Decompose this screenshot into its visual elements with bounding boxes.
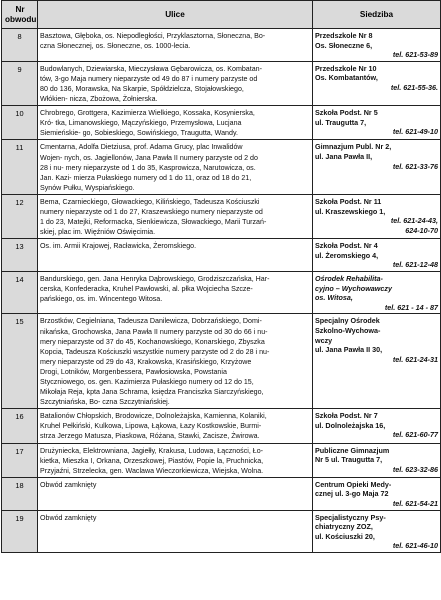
table-row — [2, 194, 441, 238]
streets-line: Budowlanych, Dziewiarska, Mieczysława Gębarowicza, os. Kombatan- — [40, 64, 262, 73]
streets-line: mery nieparzyste od 37 do 45, Kochanowskiego, Konarskiego, Zbyszka — [40, 337, 265, 346]
seat-line: Gimnazjum Publ. Nr 2, — [315, 142, 392, 152]
seat-line: cznej ul. 3-go Maja 72 — [315, 489, 389, 499]
seat-line: ul. Kościuszki 20, — [315, 531, 375, 541]
streets-line: Przyjaźni, Strzelecka, gen. Waclawa Wieczorkiewicza, Wiejska, Wolna. — [40, 466, 264, 475]
streets-cell — [38, 477, 313, 510]
streets-line: Jan. Kazi- mierza Pułaskiego numery od 1 do 11, oraz od 18 do 21, — [40, 173, 252, 182]
district-number: 11 — [2, 140, 38, 194]
phone-number: tel. 621-24-31 — [392, 354, 438, 364]
streets-cell — [38, 314, 313, 409]
phone-number: tel. 621-53-89 — [392, 50, 438, 60]
seat-line: ul. Kraszewskiego 1, — [315, 206, 386, 216]
district-number: 17 — [2, 443, 38, 477]
seat-cell — [313, 29, 441, 62]
streets-line: Brzostków, Cegielniana, Tadeusza Danilewicza, Dobrzańskiego, Domi- — [40, 317, 262, 326]
seat-line: Przedszkole Nr 10 — [315, 63, 377, 73]
seat-line: Ośrodek Rehabilita- — [315, 274, 383, 284]
streets-line: Kopcia, Tadeusza Kościuszki wszystkie numery parzyste od 2 do 28 i nu- — [40, 347, 270, 356]
streets-line: Drogi, Lotników, Morgenbessera, Pawłosiowska, Powstania — [40, 367, 227, 376]
phone-number: tel. 621-24-43, — [390, 216, 438, 226]
district-number: 12 — [2, 194, 38, 238]
streets-line: Obwód zamknięty — [40, 513, 97, 522]
streets-line: Drużyniecka, Elektrowniana, Jagiełły, Krakusa, Ludowa, Łączności, Ło- — [40, 446, 264, 455]
seat-line: Nr 5 ul. Traugutta 7, — [315, 455, 383, 465]
streets-cell — [38, 409, 313, 443]
header-ulice: Ulice — [38, 1, 313, 29]
table-row — [2, 61, 441, 105]
seat-line: ul. Traugutta 7, — [315, 117, 367, 127]
streets-line: Synów Pułku, Wyspiańskiego. — [40, 183, 135, 192]
seat-cell — [313, 239, 441, 272]
streets-line: mery nieparzyste od 29 do 43, Krakowska, Krasińskiego, Krzyżowe — [40, 357, 252, 366]
table-row — [2, 477, 441, 510]
streets-line: Kró- tka, Limanowskiego, Mączyńskiego, Przemysłowa, Lucjana — [40, 119, 242, 128]
district-number: 10 — [2, 106, 38, 140]
streets-cell — [38, 140, 313, 194]
seat-line: Os. Słoneczne 6, — [315, 40, 373, 50]
phone-number: tel. 621-12-48 — [392, 260, 438, 270]
streets-line: kietka, Mieszka I, Orkana, Orzeszkowej, Piastów, Popie la, Pruchnicka, — [40, 456, 264, 465]
seat-cell — [313, 477, 441, 510]
streets-line: cerska, Konfederacka, Kruhel Pawłowski, al. płka Wojciecha Szcze- — [40, 285, 253, 294]
header-nr-line1: Nr — [15, 4, 25, 14]
table-row — [2, 314, 441, 409]
phone-number: tel. 621-46-10 — [392, 541, 438, 551]
seat-cell — [313, 140, 441, 194]
phone-number: tel. 623-32-86 — [392, 464, 438, 474]
seat-line: ul. Dolnoleżajska 16, — [315, 420, 386, 430]
phone-number: tel. 621-54-21 — [392, 499, 438, 509]
streets-cell — [38, 29, 313, 62]
streets-line: Siemieńskie- go, Sobieskiego, Sowińskiego, Traugutta, Wandy. — [40, 129, 238, 138]
streets-line: 1 do 23, Matejki, Reformacka, Sienkiewicza, Słowackiego, Marii Turzań- — [40, 218, 267, 227]
seat-line: Szkoła Podst. Nr 5 — [315, 108, 378, 118]
phone-number: tel. 621-60-77 — [392, 430, 438, 440]
seat-line: Publiczne Gimnazjum — [315, 445, 390, 455]
streets-line: Bandurskiego, gen. Jana Henryka Dąbrowskiego, Grodziszczańska, Har- — [40, 275, 270, 284]
seat-line: Specjalistyczny Psy- — [315, 512, 386, 522]
streets-line: Chrobrego, Grottgera, Kazimierza Wielkiego, Kossaka, Kosynierska, — [40, 109, 255, 118]
streets-line: tów, 3-go Maja numery nieparzyste od 49 do 87 i numery parzyste od — [40, 74, 258, 83]
district-number: 16 — [2, 409, 38, 443]
district-number: 9 — [2, 61, 38, 105]
seat-line: Szkolno-Wychowa- — [315, 326, 381, 336]
streets-line: Basztowa, Głęboka, os. Niepodległości, Przyklasztorna, Słoneczna, Bo- — [40, 32, 266, 40]
seat-line: ul. Żeromskiego 4, — [315, 250, 379, 260]
streets-cell — [38, 443, 313, 477]
district-number: 8 — [2, 29, 38, 62]
phone-number-2: 624-10-70 — [405, 225, 438, 235]
seat-line: Specjalny Ośrodek — [315, 316, 380, 326]
streets-line: Kruhel Pełkiński, Kulkowa, Lipowa, Łąkowa, Łazy Kostkowskie, Burmi- — [40, 422, 262, 431]
table-row — [2, 443, 441, 477]
table-row — [2, 510, 441, 552]
streets-cell — [38, 106, 313, 140]
phone-number: tel. 621-49-10 — [392, 127, 438, 137]
streets-line: skiej, plac im. Więźniów Oświęcimia. — [40, 228, 156, 237]
table-header-row — [2, 1, 441, 29]
phone-number: tel. 621-55-36. — [390, 82, 438, 92]
table-row — [2, 239, 441, 272]
streets-cell — [38, 239, 313, 272]
seat-cell — [313, 106, 441, 140]
streets-line: Mikołaja Reja, kpta Jana Schrama, księdza Franciszka Siarczyńskiego, — [40, 388, 264, 397]
streets-line: Cmentarna, Adolfa Dietziusa, prof. Adama Grucy, plac Inwalidów — [40, 143, 243, 152]
district-number: 13 — [2, 239, 38, 272]
header-siedziba: Siedziba — [313, 1, 441, 29]
streets-line: Szczytniańska, Bo- czna Szczytniańskiej. — [40, 398, 170, 407]
streets-cell — [38, 272, 313, 314]
streets-cell — [38, 510, 313, 552]
streets-line: Wojen- nych, os. Jagiellonów, Jana Pawła II numery parzyste od 2 do — [40, 153, 258, 162]
streets-line: 28 i nu- mery nieparzyste od 1 do 35, Kasprowicza, Narutowicza, os. — [40, 163, 256, 172]
seat-line: Os. Kombatantów, — [315, 73, 378, 83]
seat-cell — [313, 61, 441, 105]
seat-cell — [313, 443, 441, 477]
table-row — [2, 272, 441, 314]
streets-line: Bema, Czarnieckiego, Głowackiego, Kilińskiego, Tadeusza Kościuszki — [40, 197, 260, 206]
district-number: 19 — [2, 510, 38, 552]
streets-cell — [38, 61, 313, 105]
header-nr-line2: obwodu — [5, 14, 37, 24]
seat-cell — [313, 409, 441, 443]
streets-line: 80 do 136, Morawska, Na Skarpie, Spółdzielcza, Stojałowskiego, — [40, 84, 244, 93]
table-row — [2, 140, 441, 194]
seat-line: Szkoła Podst. Nr 4 — [315, 241, 378, 251]
table-row — [2, 106, 441, 140]
seat-line: Centrum Opieki Medy- — [315, 479, 392, 489]
phone-number: tel. 621 - 14 - 87 — [384, 302, 438, 312]
phone-number: tel. 621-33-76 — [392, 161, 438, 171]
streets-line: Styczniowego, os. gen. Kazimierza Pułaskiego numery od 12 do 15, — [40, 378, 254, 386]
streets-line: czna Słonecznej, os. Słoneczne, os. 1000-lecia. — [40, 42, 191, 51]
streets-line: pańskiego, os. im. Wincentego Witosa. — [40, 295, 163, 304]
district-number: 15 — [2, 314, 38, 409]
seat-cell — [313, 194, 441, 238]
seat-line: Przedszkole Nr 8 — [315, 31, 373, 40]
seat-cell — [313, 510, 441, 552]
streets-line: numery nieparzyste od 1 do 27, Kraszewskiego numery nieparzyste od — [40, 208, 263, 216]
seat-line: Szkoła Podst. Nr 11 — [315, 196, 382, 206]
header-nr — [2, 1, 38, 29]
seat-line: ul. Jana Pawła II 30, — [315, 345, 383, 355]
table-row — [2, 409, 441, 443]
streets-line: strza Jerzego Matusza, Piaskowa, Różana, Stawki, Zacisze, Żwirowa. — [40, 432, 260, 441]
streets-line: Batalionów Chłopskich, Brodowicze, Dolnoleżajska, Kamienna, Kolaniki, — [40, 412, 267, 421]
district-number: 14 — [2, 272, 38, 314]
streets-line: Obwód zamknięty — [40, 480, 97, 489]
streets-line: Włókien- nicza, Zbożowa, Żołnierska. — [40, 95, 158, 104]
seat-line: ul. Jana Pawła II, — [315, 152, 373, 162]
seat-line: Szkoła Podst. Nr 7 — [315, 411, 378, 421]
seat-line: wczy — [315, 335, 333, 345]
district-number: 18 — [2, 477, 38, 510]
seat-line: os. Witosa, — [315, 293, 353, 303]
seat-cell — [313, 314, 441, 409]
table-row — [2, 29, 441, 62]
streets-cell — [38, 194, 313, 238]
seat-cell — [313, 272, 441, 314]
streets-line: Os. im. Armii Krajowej, Racławicka, Żeromskiego. — [40, 242, 197, 251]
seat-line: chiatryczny ZOZ, — [315, 522, 373, 532]
seat-line: cyjno – Wychowawczy — [315, 283, 392, 293]
districts-table — [1, 0, 441, 553]
streets-line: nikańska, Grochowska, Jana Pawła II numery parzyste od 30 do 66 i nu- — [40, 327, 268, 336]
